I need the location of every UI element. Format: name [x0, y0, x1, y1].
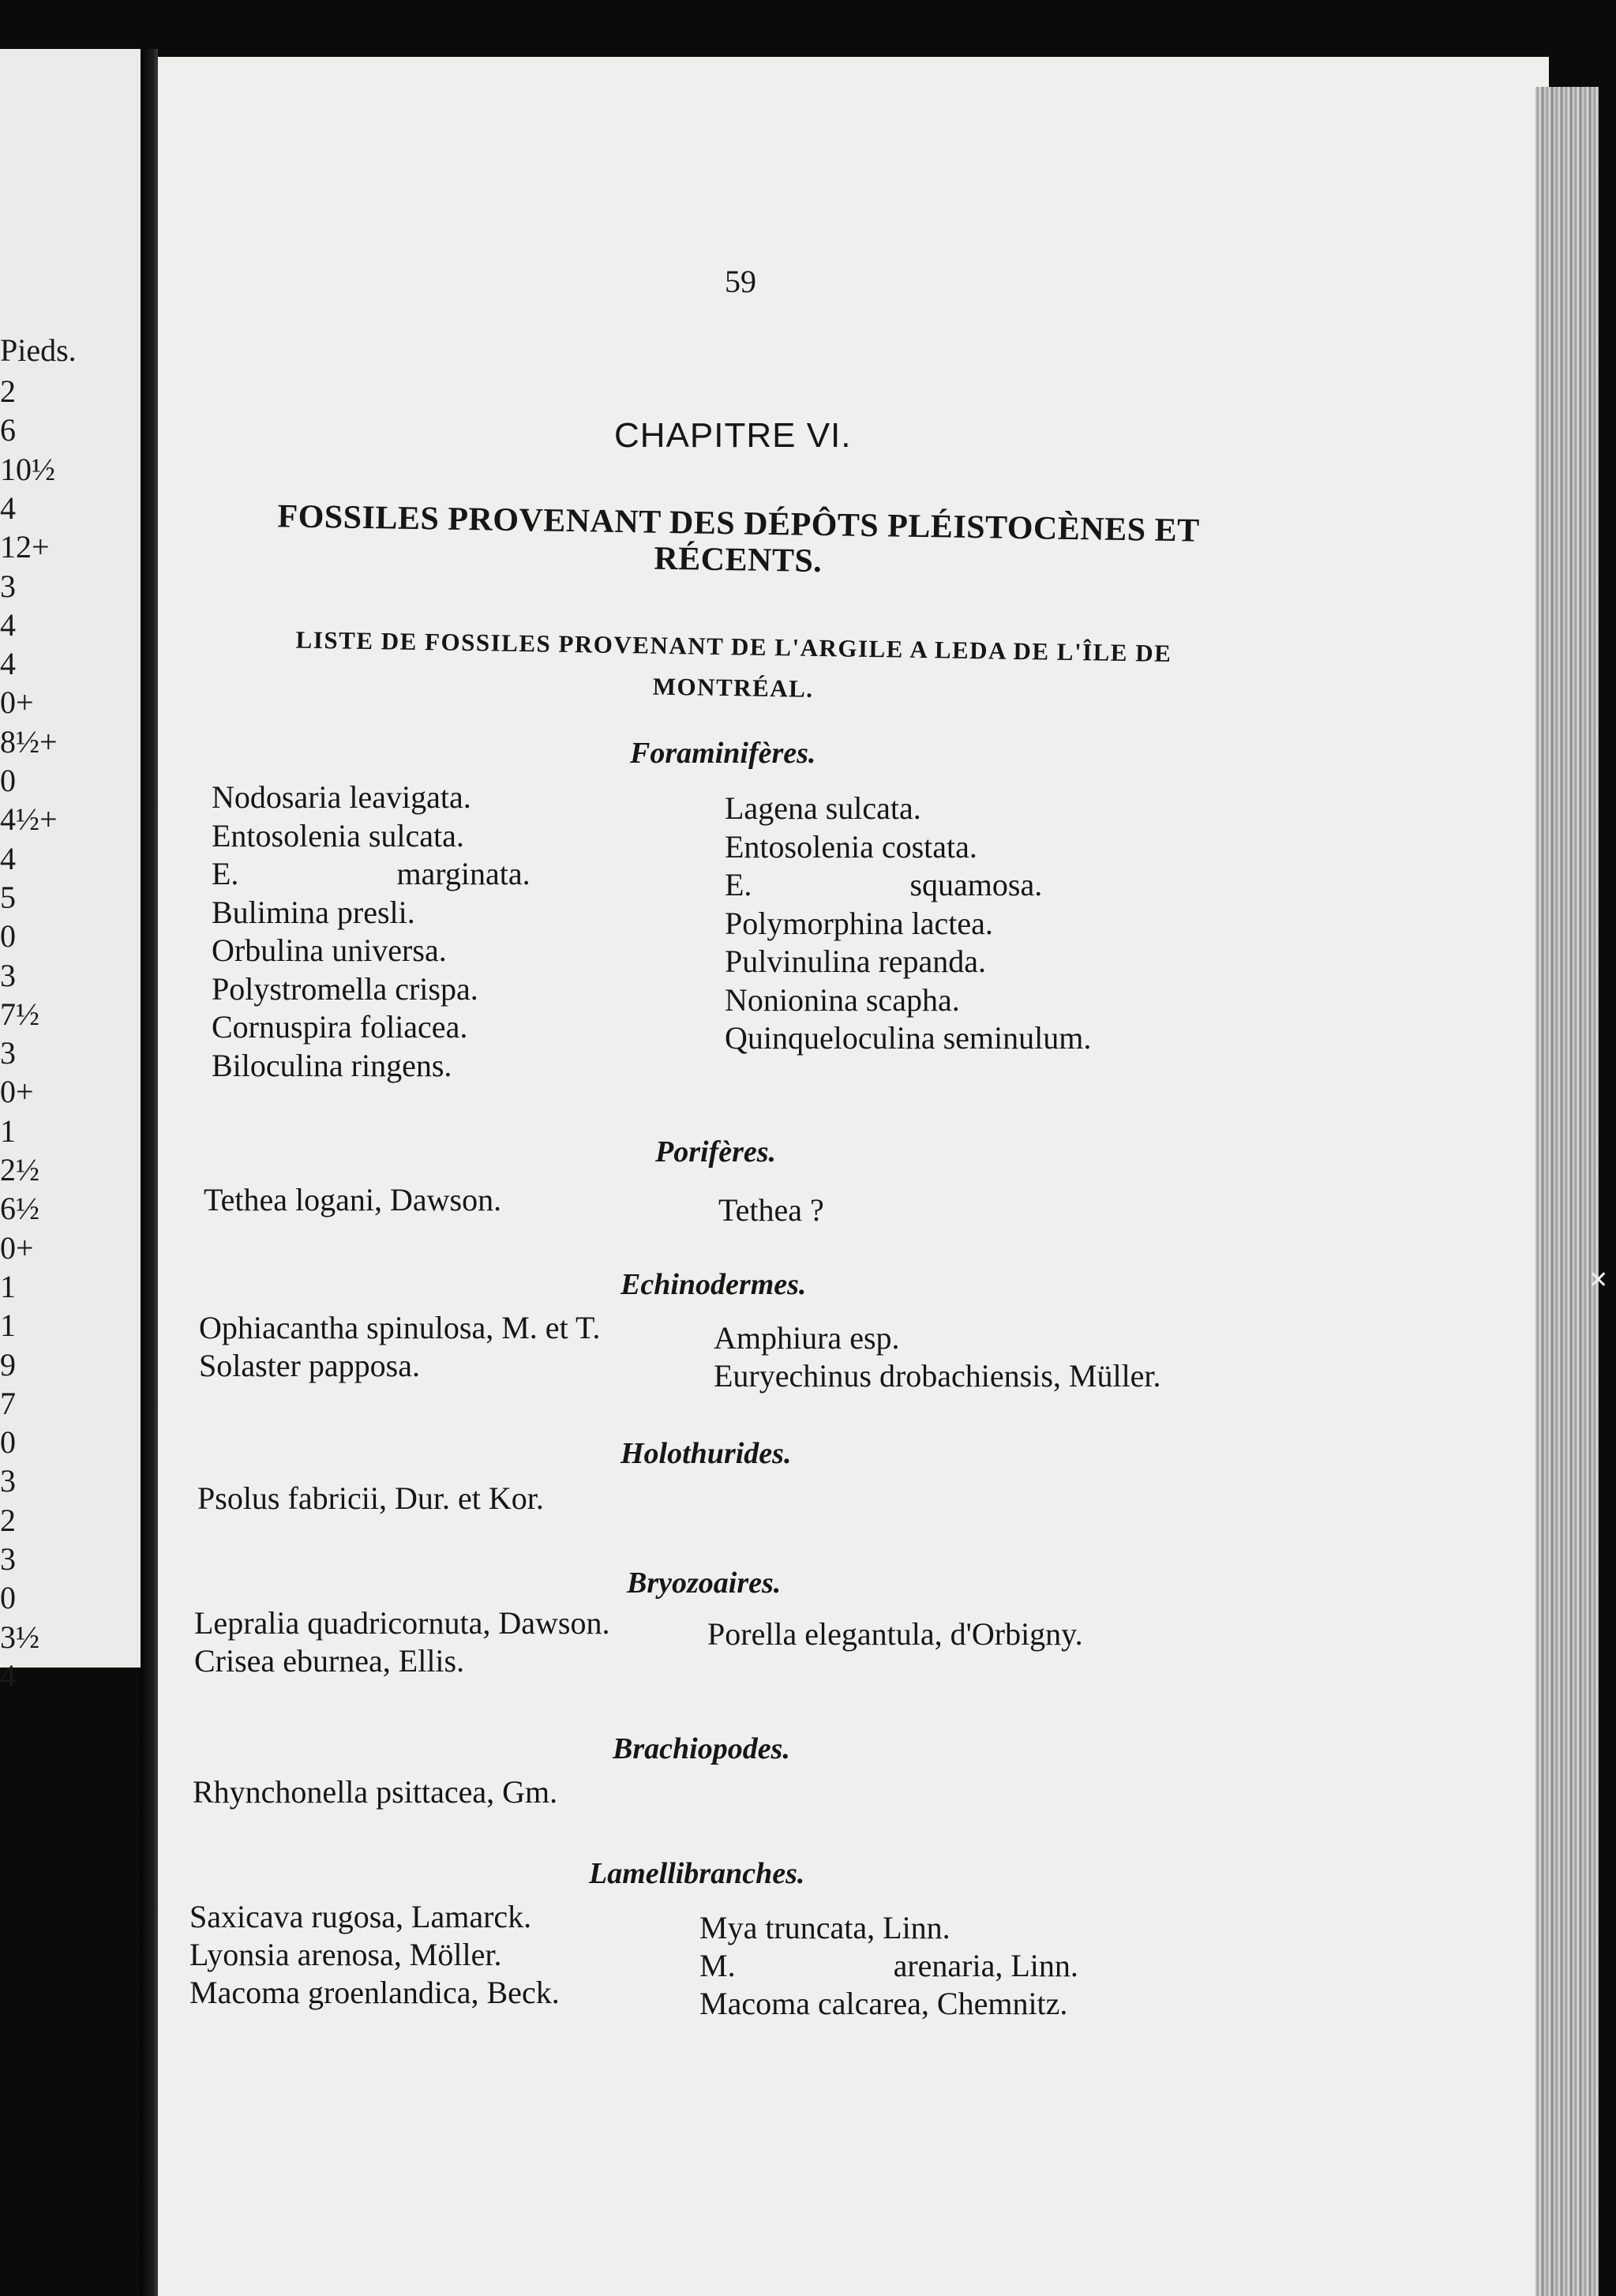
prev-page-value: 1 — [0, 1112, 16, 1149]
chapter-title: CHAPITRE VI. — [614, 416, 852, 455]
species-entry: Macoma calcarea, Chemnitz. — [699, 1986, 1068, 2021]
prev-page-value: 9 — [0, 1346, 16, 1382]
species-entry: Amphiura esp. — [714, 1320, 900, 1356]
prev-page-value: 2 — [0, 373, 16, 409]
page-edge — [1535, 87, 1599, 2296]
prev-page-value: 4½+ — [0, 801, 58, 838]
species-entry: Nodosaria leavigata. — [212, 779, 471, 815]
species-entry: M. arenaria, Linn. — [699, 1948, 1078, 1983]
prev-page-value: 12+ — [0, 529, 50, 565]
prev-page-value: 4 — [0, 490, 16, 526]
group-heading-brachiopodes: Brachiopodes. — [613, 1732, 790, 1765]
prev-page-value: 0+ — [0, 1074, 34, 1110]
species-entry: Crisea eburnea, Ellis. — [194, 1643, 465, 1679]
previous-page — [0, 49, 141, 1668]
group-heading-poriferes: Porifères. — [655, 1135, 777, 1169]
species-entry: Nonionina scapha. — [725, 981, 960, 1018]
species-entry: E. squamosa. — [725, 867, 1043, 902]
section-title: FOSSILES PROVENANT DES DÉPÔTS PLÉISTOCÈNES ET RÉCENTS. — [277, 498, 1200, 580]
prev-page-value: 7 — [0, 1385, 16, 1421]
prev-page-value: 4 — [0, 646, 16, 682]
prev-page-value: 4 — [0, 606, 16, 643]
species-entry: Polymorphina lactea. — [725, 905, 993, 941]
group-heading-lamellibranches: Lamellibranches. — [589, 1857, 805, 1890]
species-entry: Lyonsia arenosa, Möller. — [189, 1937, 502, 1972]
prev-page-value: 4 — [0, 1657, 16, 1694]
species-entry: Entosolenia sulcata. — [212, 817, 464, 853]
prev-page-value: 0+ — [0, 1229, 34, 1266]
prev-page-value: 0 — [0, 1424, 16, 1461]
species-entry: Biloculina ringens. — [212, 1047, 452, 1083]
group-heading-foraminiferes: Foraminifères. — [630, 737, 816, 770]
species-entry: Lagena sulcata. — [725, 790, 921, 826]
species-entry: Pulvinulina repanda. — [725, 944, 987, 979]
prev-page-value: 0 — [0, 918, 16, 955]
prev-page-value: 1 — [0, 1268, 16, 1304]
list-title: LISTE DE FOSSILES PROVENANT DE L'ARGILE A LEDA DE L'ÎLE DE MONTRÉAL. — [295, 625, 1172, 703]
species-entry: Quinqueloculina seminulum. — [725, 1020, 1092, 1056]
species-entry: Tethea logani, Dawson. — [204, 1182, 502, 1217]
prev-page-value: 4 — [0, 840, 16, 876]
prev-page-value: 6½ — [0, 1191, 39, 1227]
group-heading-holothurides: Holothurides. — [621, 1437, 792, 1470]
species-entry: Euryechinus drobachiensis, Müller. — [714, 1358, 1161, 1394]
prev-page-value: 1 — [0, 1307, 16, 1344]
species-entry: Rhynchonella psittacea, Gm. — [193, 1774, 558, 1810]
prev-page-value: 8½+ — [0, 723, 58, 760]
prev-page-value: 10½ — [0, 451, 55, 487]
group-heading-bryozoaires: Bryozoaires. — [627, 1566, 782, 1600]
species-entry: Macoma groenlandica, Beck. — [189, 1975, 560, 2010]
species-entry: Entosolenia costata. — [725, 828, 977, 865]
prev-page-value: 2½ — [0, 1152, 39, 1187]
species-entry: Solaster papposa. — [199, 1348, 420, 1383]
prev-page-value: 3 — [0, 957, 16, 993]
prev-page-value: 7½ — [0, 996, 39, 1032]
group-heading-echinodermes: Echinodermes. — [621, 1268, 807, 1301]
species-entry: Porella elegantula, d'Orbigny. — [707, 1616, 1083, 1652]
edge-mark: ✕ — [1588, 1266, 1609, 1294]
species-entry: Tethea ? — [718, 1192, 824, 1228]
prev-page-value: 3½ — [0, 1619, 39, 1655]
prev-page-value: 3 — [0, 1035, 16, 1071]
species-entry: Polystromella crispa. — [212, 970, 478, 1007]
page-number: 59 — [725, 264, 756, 299]
book-gutter — [141, 49, 158, 2296]
prev-page-value: 5 — [0, 879, 16, 915]
prev-page-value: 6 — [0, 412, 16, 448]
prev-page-value: 0+ — [0, 685, 34, 721]
prev-page-value: 0 — [0, 763, 16, 798]
species-entry: Ophiacantha spinulosa, M. et T. — [199, 1310, 601, 1345]
prev-page-value: 3 — [0, 1463, 16, 1499]
species-entry: Saxicava rugosa, Lamarck. — [189, 1899, 532, 1934]
species-entry: E. marginata. — [212, 856, 531, 891]
prev-page-header: Pieds. — [0, 332, 77, 368]
species-entry: Bulimina presli. — [212, 894, 415, 930]
species-entry: Psolus fabricii, Dur. et Kor. — [197, 1480, 544, 1516]
prev-page-value: 3 — [0, 568, 16, 604]
species-entry: Lepralia quadricornuta, Dawson. — [194, 1605, 610, 1641]
prev-page-value: 3 — [0, 1541, 16, 1577]
species-entry: Orbulina universa. — [212, 932, 447, 968]
species-entry: Cornuspira foliacea. — [212, 1009, 468, 1045]
prev-page-value: 0 — [0, 1580, 16, 1616]
species-entry: Mya truncata, Linn. — [699, 1910, 950, 1945]
prev-page-value: 2 — [0, 1502, 16, 1538]
